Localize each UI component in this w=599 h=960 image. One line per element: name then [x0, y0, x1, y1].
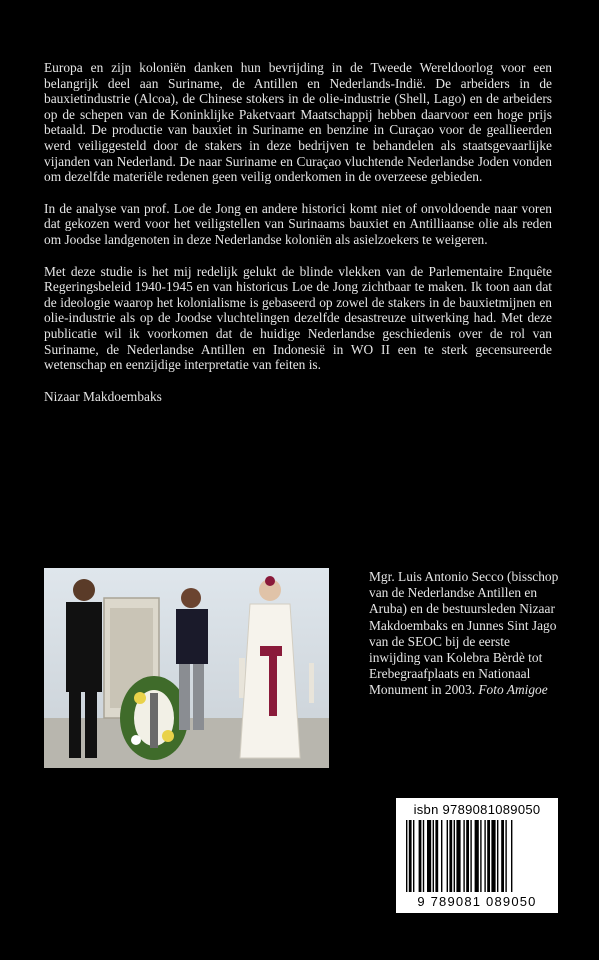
barcode-bar [454, 820, 455, 892]
barcode-bar [406, 820, 407, 892]
paragraph-1: Europa en zijn koloniën danken hun bevrijding in de Tweede Wereldoorlog voor een belangrijk deel aan Suriname, de Antillen en Nederlands-Indië. De arbeiders in de bauxietindustrie (Alcoa), de Chinese stokers in de olie-industrie (Shell, Lago) en de arbeiders op de schepen van de Koninklijke Paketvaart Maatschappij hebben daarvoor een hoge prijs betaald. De productie van bauxiet in Suriname en benzine in Curaçao voor de geallieerden werd veiliggesteld door de stakers in deze bedrijven te behandelen als staatsgevaarlijke vijanden van Nederland. De naar Suriname en Curaçao vluchtende Nederlandse Joden vonden om dezelfde materiële redenen geen veilig onderkomen in de overzeese gebieden. [44, 60, 552, 185]
bishop-sash-tail [269, 656, 277, 716]
ceremony-photo [44, 568, 329, 768]
wreath-flower [131, 735, 141, 745]
barcode-bar [497, 820, 498, 892]
post [309, 663, 314, 703]
bishop-zucchetto [265, 576, 275, 586]
barcode-bar [447, 820, 448, 892]
author-name: Nizaar Makdoembaks [44, 388, 162, 404]
barcode-bar [419, 820, 422, 892]
paragraph-3: Met deze studie is het mij redelijk gelukt de blinde vlekken van de Parlementaire Enquête Regeringsbeleid 1940-1945 en van historicus Loe de Jong zichtbaar te maken. Ik toon aan dat de ideologie waarop het kolonialisme is gebaseerd op zowel de stakers in de bauxietmijnen en olie-industrie als op de Joodse vluchtelingen dezelfde desastreuze uitwerking had. Met deze publicatie wil ik voorkomen dat de huidige Nederlandse geschiedenis over de rol van Suriname, de Nederlandse Antillen en Indonesië in WO II een te sterk gecensureerde wetenschap en eenzijdige interpretatie van feiten is. [44, 263, 552, 373]
barcode-bar [449, 820, 452, 892]
isbn-barcode [396, 798, 558, 913]
person-left-body [66, 602, 102, 692]
barcode-bar [413, 820, 414, 892]
barcode-bar [463, 820, 464, 892]
barcode-bar [470, 820, 471, 892]
wreath-ribbon [150, 693, 158, 748]
barcode-digits: 9 789081 089050 [417, 894, 537, 909]
wreath-flower [134, 692, 146, 704]
back-cover-text [44, 60, 552, 420]
barcode-bar [475, 820, 479, 892]
barcode-bar [487, 820, 490, 892]
barcode-bar [435, 820, 438, 892]
isbn-label: isbn 9789081089050 [413, 802, 541, 817]
barcode-bar [409, 820, 412, 892]
person-middle-leg [193, 664, 204, 730]
barcode-bar [456, 820, 460, 892]
bishop-sash [260, 646, 282, 656]
photo-caption [369, 569, 559, 699]
person-middle-jacket [176, 609, 208, 664]
barcode-bar [441, 820, 442, 892]
person-left-leg [85, 692, 97, 758]
wreath-flower [162, 730, 174, 742]
barcode-bar [480, 820, 481, 892]
barcode-bar [466, 820, 469, 892]
barcode-bar [433, 820, 434, 892]
person-left-head [73, 579, 95, 601]
barcode-bar [484, 820, 485, 892]
barcode-bars [404, 820, 550, 894]
barcode-bar [423, 820, 424, 892]
barcode-bar [501, 820, 504, 892]
barcode-bar [511, 820, 512, 892]
photo-credit: Foto Amigoe [478, 682, 548, 698]
caption-text: Mgr. Luis Antonio Secco (bisschop van de Nederlandse Antillen en Aruba) en de bestuursleden Nizaar Makdoembaks en Junnes Sint Jago van de SEOC bij de eerste inwijding van Kolebra Bèrdè tot Erebegraafplaats en Nationaal Monument in 2003. [369, 569, 559, 698]
ceremony-photo-illustration [44, 568, 329, 768]
barcode-bar [505, 820, 506, 892]
person-left-leg [69, 692, 81, 758]
barcode-bar [427, 820, 431, 892]
paragraph-2: In de analyse van prof. Loe de Jong en andere historici komt niet of onvoldoende naar voren dat gekozen werd voor het veiligstellen van Surinaams bauxiet en Antilliaanse olie als reden om Joodse landgenoten in deze Nederlandse koloniën als asielzoekers te weigeren. [44, 200, 552, 247]
person-middle-head [181, 588, 201, 608]
person-middle-leg [179, 664, 190, 730]
barcode-bar [491, 820, 495, 892]
